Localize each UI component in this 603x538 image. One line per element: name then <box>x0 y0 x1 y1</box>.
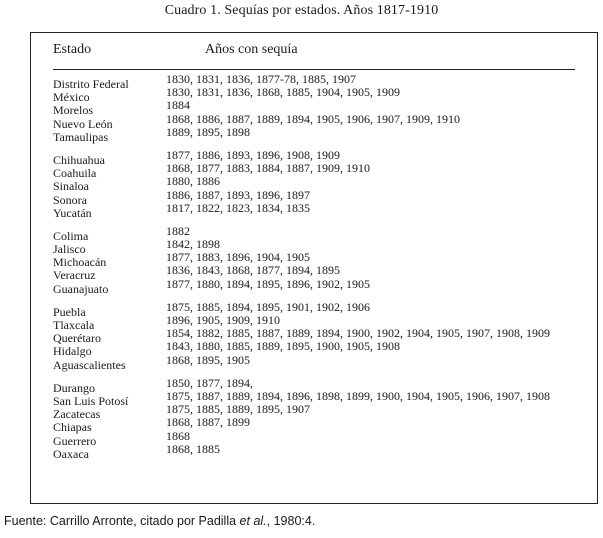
state-name: Distrito Federal <box>53 77 129 91</box>
state-name: Durango <box>53 380 95 395</box>
state-name: Colima <box>53 228 89 243</box>
header-state: Estado <box>53 42 92 57</box>
table-row <box>53 124 597 144</box>
drought-years: 1868, 1887, 1899 <box>166 415 250 430</box>
table-row <box>53 174 597 194</box>
drought-years: 1884 <box>166 98 190 113</box>
state-name: Querétaro <box>53 331 101 346</box>
state-group <box>53 147 597 220</box>
drought-years: 1880, 1886 <box>166 174 220 189</box>
state-group <box>53 72 597 144</box>
drought-years: 1868, 1885 <box>166 441 220 456</box>
state-name: Morelos <box>53 103 93 118</box>
drought-years: 1850, 1877, 1894, <box>166 375 253 390</box>
state-name: Zacatecas <box>53 407 101 422</box>
state-name: Sinaloa <box>53 179 89 194</box>
table-row <box>53 187 597 207</box>
drought-years: 1817, 1822, 1823, 1834, 1835 <box>166 200 310 215</box>
table-row <box>53 402 597 422</box>
state-group <box>53 299 597 372</box>
drought-table <box>30 32 598 504</box>
drought-years: 1886, 1887, 1893, 1896, 1897 <box>166 187 310 202</box>
state-group <box>53 375 597 461</box>
drought-years: 1868, 1895, 1905 <box>166 352 250 367</box>
state-name: Jalisco <box>53 242 86 257</box>
drought-years: 1854, 1882, 1885, 1887, 1889, 1894, 1900, 1902, 1904, 1905, 1907, 1908, 1909 <box>166 326 550 341</box>
drought-years: 1868, 1886, 1887, 1889, 1894, 1905, 1906, 1907, 1909, 1910 <box>166 111 460 126</box>
state-name: Nuevo León <box>53 116 113 131</box>
drought-years: 1889, 1895, 1898 <box>166 124 250 139</box>
table-row <box>53 200 597 220</box>
state-name: Sonora <box>53 192 87 207</box>
state-name: México <box>53 90 90 105</box>
state-name: Veracruz <box>53 268 96 283</box>
table-row <box>53 223 597 243</box>
state-name: Coahuila <box>53 166 97 181</box>
table-row <box>53 161 597 181</box>
drought-years: 1875, 1887, 1889, 1894, 1896, 1898, 1899, 1900, 1904, 1905, 1906, 1907, 1908 <box>166 388 550 403</box>
table-row <box>53 111 597 131</box>
header-years: Años con sequía <box>205 42 298 57</box>
drought-years: 1830, 1831, 1836, 1877-78, 1885, 1907 <box>166 72 356 86</box>
table-row <box>53 85 597 105</box>
drought-years: 1877, 1886, 1893, 1896, 1908, 1909 <box>166 147 340 162</box>
state-name: Chihuahua <box>53 152 105 167</box>
table-title: Cuadro 1. Sequías por estados. Años 1817-1910 <box>164 3 439 18</box>
drought-years: 1875, 1885, 1894, 1895, 1901, 1902, 1906 <box>166 299 370 314</box>
drought-years: 1868 <box>166 428 190 443</box>
table-row <box>53 299 597 319</box>
table-row <box>53 237 597 257</box>
table-row <box>53 415 597 435</box>
drought-years: 1896, 1905, 1909, 1910 <box>166 313 280 327</box>
drought-years: 1882 <box>166 223 190 238</box>
state-name: Tlaxcala <box>53 318 95 332</box>
state-name: Yucatán <box>53 205 92 220</box>
header-divider <box>53 69 575 70</box>
state-name: Aguascalientes <box>53 357 126 372</box>
drought-years: 1842, 1898 <box>166 237 220 252</box>
drought-years: 1830, 1831, 1836, 1868, 1885, 1904, 1905, 1909 <box>166 85 400 100</box>
table-row <box>53 428 597 448</box>
source-italic: et al. <box>239 514 267 528</box>
source-prefix: Fuente: Carrillo Arronte, citado por Padilla <box>4 514 240 528</box>
table-row <box>53 388 597 408</box>
state-name: Chiapas <box>53 420 92 435</box>
state-name: Michoacán <box>53 255 107 270</box>
table-row <box>53 339 597 359</box>
table-row <box>53 352 597 372</box>
drought-years: 1843, 1880, 1885, 1889, 1895, 1900, 1905, 1908 <box>166 339 400 354</box>
table-header <box>53 42 597 64</box>
drought-years: 1868, 1877, 1883, 1884, 1887, 1909, 1910 <box>166 161 370 176</box>
drought-years: 1836, 1843, 1868, 1877, 1894, 1895 <box>166 263 340 278</box>
table-row <box>53 441 597 461</box>
state-group <box>53 223 597 296</box>
source-note <box>4 514 315 528</box>
drought-years: 1877, 1883, 1896, 1904, 1905 <box>166 250 310 265</box>
drought-years: 1875, 1885, 1889, 1895, 1907 <box>166 402 310 417</box>
source-suffix: , 1980:4. <box>266 514 316 528</box>
drought-years: 1877, 1880, 1894, 1895, 1896, 1902, 1905 <box>166 276 370 291</box>
state-name: Oaxaca <box>53 446 89 461</box>
state-name: Puebla <box>53 304 86 319</box>
state-name: Guanajuato <box>53 281 109 296</box>
state-name: Tamaulipas <box>53 129 109 144</box>
table-body <box>53 72 597 470</box>
table-row <box>53 276 597 296</box>
state-name: Guerrero <box>53 433 97 448</box>
state-name: San Luis Potosí <box>53 393 129 408</box>
state-name: Hidalgo <box>53 344 92 359</box>
